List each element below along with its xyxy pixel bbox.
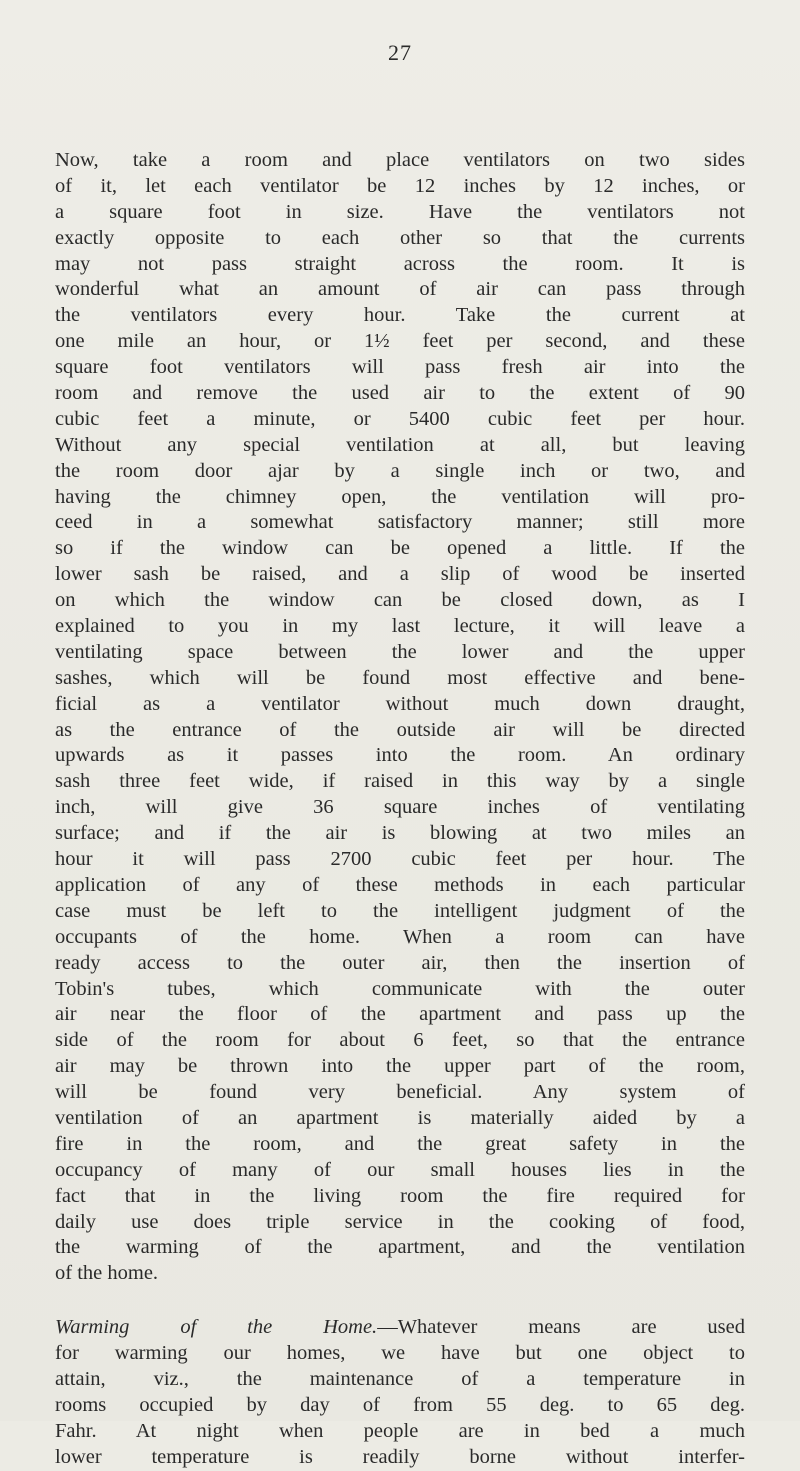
text-line: sashes, which will be found most effective and bene- — [55, 666, 745, 689]
text-line: so if the window can be opened a little. If the — [55, 537, 745, 560]
text-line: ventilation of an apartment is materially aided by a — [55, 1106, 745, 1129]
text-line: case must be left to the intelligent judgment of the — [55, 899, 745, 922]
body-text — [55, 148, 745, 1471]
text-line: a square foot in size. Have the ventilators not — [55, 200, 745, 223]
text-line: explained to you in my last lecture, it will leave a — [55, 615, 745, 638]
text-line: ceed in a somewhat satisfactory manner; still more — [55, 511, 745, 534]
text-line: wonderful what an amount of air can pass through — [55, 278, 745, 301]
paragraph-warming — [55, 1315, 745, 1470]
text-line: for warming our homes, we have but one object to — [55, 1342, 745, 1365]
text-line — [55, 1315, 745, 1341]
text-line: ventilating space between the lower and the upper — [55, 640, 745, 663]
text-line: of it, let each ventilator be 12 inches by 12 inches, or — [55, 174, 745, 197]
text-line: the ventilators every hour. Take the current at — [55, 304, 745, 327]
text-line: exactly opposite to each other so that the currents — [55, 226, 745, 249]
text-line: having the chimney open, the ventilation will pro- — [55, 485, 745, 508]
text-line: Now, take a room and place ventilators on two sides — [55, 149, 745, 171]
text-line: as the entrance of the outside air will be directed — [55, 718, 745, 741]
text-line: Without any special ventilation at all, but leaving — [55, 433, 745, 456]
text-line: side of the room for about 6 feet, so that the entrance — [55, 1029, 745, 1052]
text-line: occupancy of many of our small houses lies in the — [55, 1158, 745, 1181]
text-line: sash three feet wide, if raised in this way by a single — [55, 770, 745, 793]
page-number: 27 — [388, 40, 412, 65]
text-line: lower sash be raised, and a slip of wood be inserted — [55, 563, 745, 586]
text-line: will be found very beneficial. Any system of — [55, 1081, 745, 1104]
text-line: inch, will give 36 square inches of ventilating — [55, 796, 745, 819]
text-line: the room door ajar by a single inch or two, and — [55, 459, 745, 482]
text-line: occupants of the home. When a room can have — [55, 925, 745, 948]
text-line: Tobin's tubes, which communicate with the outer — [55, 977, 745, 1000]
heading-line-rest: —Whatever means are used — [377, 1316, 745, 1339]
text-line: daily use does triple service in the cooking of food, — [55, 1210, 745, 1233]
text-line: one mile an hour, or 1½ feet per second, and these — [55, 330, 745, 353]
text-line: Fahr. At night when people are in bed a much — [55, 1419, 745, 1442]
text-line: room and remove the used air to the extent of 90 — [55, 382, 745, 405]
text-line: cubic feet a minute, or 5400 cubic feet per hour. — [55, 407, 745, 430]
text-line: square foot ventilators will pass fresh air into the — [55, 356, 745, 379]
text-line: application of any of these methods in each particular — [55, 873, 745, 896]
text-line: lower temperature is readily borne without interfer- — [55, 1445, 745, 1468]
text-line: rooms occupied by day of from 55 deg. to 65 deg. — [55, 1393, 745, 1416]
text-line: air near the floor of the apartment and pass up the — [55, 1003, 745, 1026]
text-line: ready access to the outer air, then the insertion of — [55, 951, 745, 974]
paragraph-ventilation — [55, 148, 745, 1287]
text-line: hour it will pass 2700 cubic feet per hour. The — [55, 848, 745, 871]
text-line: ficial as a ventilator without much down draught, — [55, 692, 745, 715]
text-line: the warming of the apartment, and the ventilation — [55, 1236, 745, 1259]
text-line: upwards as it passes into the room. An ordinary — [55, 744, 745, 767]
text-line: fact that in the living room the fire required for — [55, 1184, 745, 1207]
section-heading: Warming of the Home. — [55, 1316, 378, 1339]
text-line: surface; and if the air is blowing at two miles an — [55, 822, 745, 845]
text-line: air may be thrown into the upper part of the room, — [55, 1055, 745, 1078]
text-line: of the home. — [55, 1262, 159, 1285]
text-line: may not pass straight across the room. It is — [55, 252, 745, 275]
text-line: fire in the room, and the great safety in the — [55, 1132, 745, 1155]
text-line: on which the window can be closed down, as I — [55, 589, 745, 612]
paragraph-gap — [55, 1287, 745, 1315]
text-line: attain, viz., the maintenance of a temperature in — [55, 1367, 745, 1390]
